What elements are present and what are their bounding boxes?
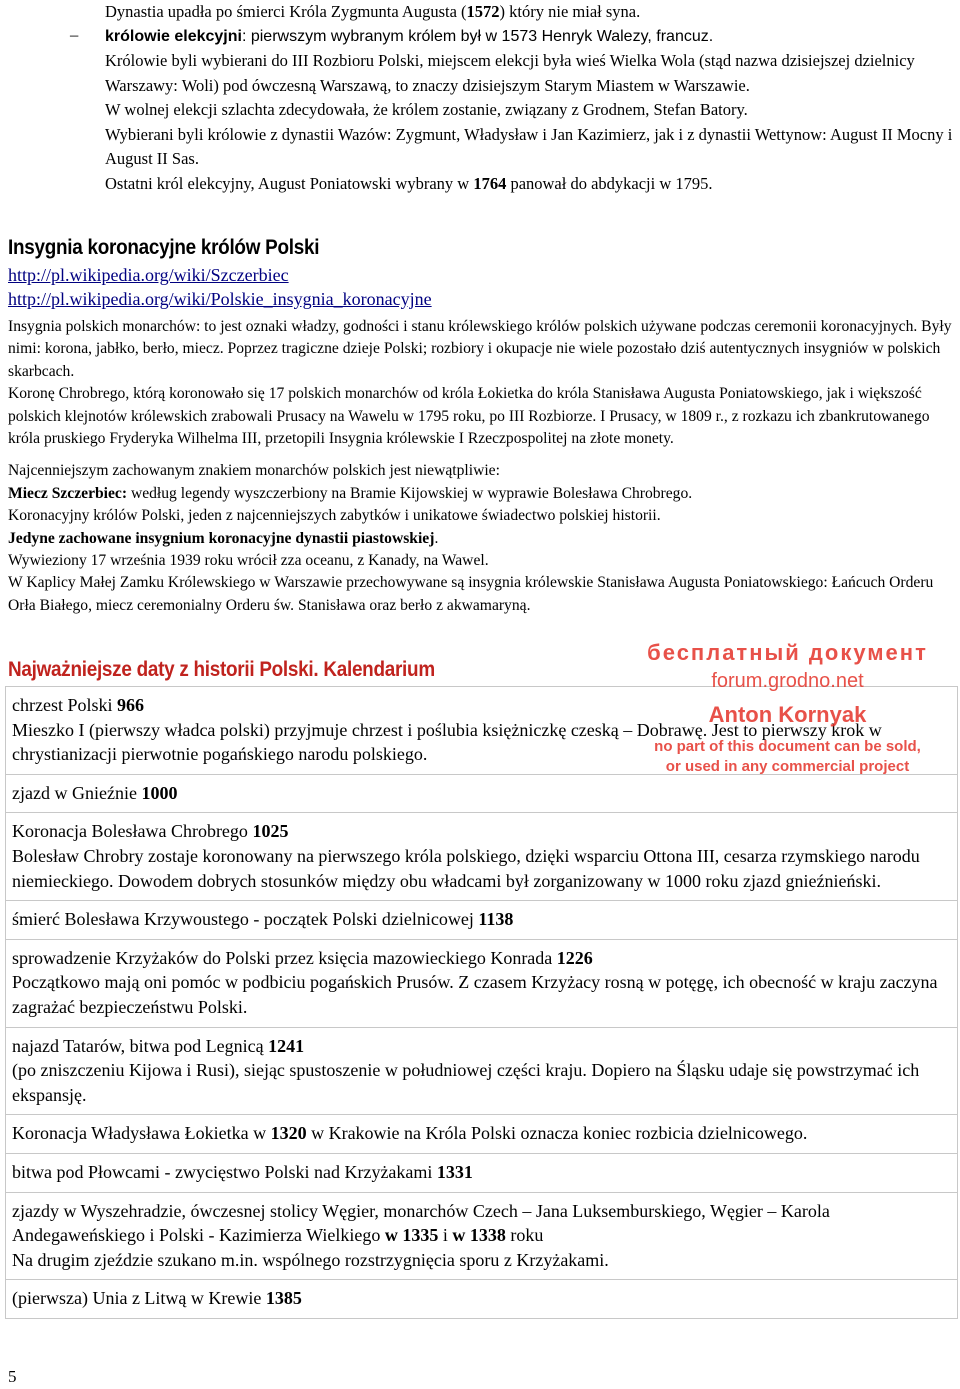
calendar-cell: [6, 1027, 958, 1115]
watermark-line-1: бесплатный документ: [647, 640, 928, 665]
calendar-row: [6, 1280, 958, 1319]
calendar-line: chrzest Polski 966: [12, 695, 144, 715]
paragraph-insygnia-6: Jedyne zachowane insygnium koronacyjne dynastii piastowskiej.: [8, 529, 439, 547]
paragraph-insygnia-1: Insygnia polskich monarchów: to jest oznaki władzy, godności i stanu królewskiego królów polskich używane podczas ceremonii koronacyjnych. Były nimi: korona, jabłko, berło, miecz. Poprzez tragiczne dzieje Polski; rozbiory i okupacje nie wiele pozostało dziś autentycznych insygniów w polskich skarbcach.: [8, 318, 952, 380]
paragraph-insygnia-5: Koronacyjny królów Polski, jeden z najcenniejszych zabytków i unikatowe świadectwo polskiej historii.: [8, 507, 661, 525]
calendar-row: [6, 901, 958, 940]
calendar-cell: [6, 1153, 958, 1192]
calendar-row: [6, 939, 958, 1027]
calendar-cell: [6, 813, 958, 901]
calendar-cell: [6, 901, 958, 940]
calendar-cell: [6, 1192, 958, 1280]
paragraph-insygnia-8: W Kaplicy Małej Zamku Królewskiego w Warszawie przechowywane są insygnia królewskie Stanisława Augusta Poniatowskiego: Łańcuch Orderu Orła Białego, miecz ceremonialny Orderu św. Stanisława oraz berło z akwamaryną.: [8, 574, 934, 614]
calendar-cell: [6, 774, 958, 813]
calendar-row: [6, 687, 958, 775]
calendar-line: Początkowo mają oni pomóc w podbiciu pogańskich Prusów. Z czasem Krzyżacy rosną w potęgę, ich obecność w kraju zaczyna zagrażać bezpieczeństwu Polski.: [12, 972, 938, 1017]
calendar-line: zjazd w Gnieźnie 1000: [12, 782, 178, 803]
paragraph-last-king: Ostatni król elekcyjny, August Poniatowski wybrany w 1764 panował do abdykacji w 1795.: [105, 173, 713, 193]
calendar-row: [6, 1027, 958, 1115]
top-line-2: królowie elekcyjni: pierwszym wybranym królem był w 1573 Henryk Walezy, francuz.: [105, 28, 714, 45]
calendar-row: [6, 1192, 958, 1280]
calendar-line: Koronacja Bolesława Chrobrego 1025: [12, 821, 289, 842]
calendar-line: Koronacja Władysława Łokietka w 1320 w Krakowie na Króla Polski oznacza koniec rozbicia dzielnicowego.: [12, 1123, 808, 1144]
paragraph-insygnia-3: Najcenniejszym zachowanym znakiem monarchów polskich jest niewątpliwie:: [8, 462, 500, 480]
calendar-row: [6, 774, 958, 813]
top-paragraphs: [105, 49, 955, 197]
calendar-line: Bolesław Chrobry zostaje koronowany na pierwszego króla polskiego, dzięki wsparciu Ottona III, cesarza rzymskiego narodu niemieckiego. Dowodem dobrych stosunków między obu władcami był zorganizowany w 1000 roku zjazd gnieźnieński.: [12, 845, 920, 891]
calendar-cell: [6, 1280, 958, 1319]
calendar-line: najazd Tatarów, bitwa pod Legnicą 1241: [12, 1035, 305, 1056]
watermark-line-3: Anton Kornyak: [708, 702, 867, 727]
calendar-line: Mieszko I (pierwszy władca polski) przyjmuje chrzest i poślubia księżniczkę czeską – Dobrawę. Jest to pierwszy krok w chrystianizacji pierwotnie pogańskiego narodu polskiego.: [12, 719, 882, 765]
calendar-line: (po zniszczeniu Kijowa i Rusi), siejąc spustoszenie w południowej części kraju. Dopiero na Śląsku udaje się powstrzymać ich ekspansję.: [12, 1060, 920, 1105]
paragraph-dynasties: Wybierani byli królowie z dynastii Wazów: Zygmunt, Władysław i Jan Kazimierz, jak i z dynastii Wettynow: August II Mocny i August II Sas.: [105, 124, 953, 169]
link-szczerbiec[interactable]: http://pl.wikipedia.org/wiki/Szczerbiec: [8, 265, 289, 285]
calendar-line: zjazdy w Wyszehradzie, ówczesnej stolicy Węgier, monarchów Czech – Jana Luksemburskiego, Węgier – Karola Andegaweńskiego i Polski - Kazimierza Wielkiego w 1335 i w 1338 roku: [12, 1200, 830, 1246]
paragraph-insygnia-4: Miecz Szczerbiec: według legendy wyszczerbiony na Bramie Kijowskiej w wyprawie Bolesława Chrobrego.: [8, 484, 693, 502]
paragraph-insygnia-7: Wywieziony 17 września 1939 roku wrócił zza oceanu, z Kanady, na Wawel.: [8, 552, 489, 570]
calendar-cell: [6, 687, 958, 775]
watermark-line-2: forum.grodno.net: [711, 670, 864, 692]
heading-insygnia: Insygnia koronacyjne królów Polski: [8, 236, 320, 259]
heading-kalendarium: Najważniejsze daty z historii Polski. Kalendarium: [8, 658, 435, 681]
paragraph-elections: Królowie byli wybierani do III Rozbioru Polski, miejscem elekcji była wieś Wielka Wola (stąd nazwa dzisiejszej dzielnicy Warszawy: Woli) pod ówczesną Warszawą, to znaczy dzisiejszym Starym Miastem w Warszawie.: [105, 51, 915, 95]
link-list: [8, 263, 432, 311]
paragraph-batory: W wolnej elekcji szlachta zdecydowała, że królem zostanie, związany z Grodnem, Stefan Batory.: [105, 100, 748, 120]
calendar-line: Na drugim zjeździe szukano m.in. wspólnego rozstrzygnięcia sporu z Krzyżakami.: [12, 1249, 609, 1270]
dash-bullet: –: [70, 25, 79, 44]
paragraph-insygnia-2: Koronę Chrobrego, którą koronowało się 17 polskich monarchów od króla Łokietka do króla Stanisława Augusta Poniatowskiego, jak i większość polskich klejnotów królewskich zrabowali Prusacy na Wawelu w 1795 roku, po III Rozbiorze. I Prusacy, w 1809 r., z rozkazu ich zbankrutowanego króla pruskiego Fryderyka Wilhelma III, przetopili Insygnia królewskie I Rzeczpospolitej na złote monety.: [8, 385, 930, 448]
watermark-line-5: or used in any commercial project: [665, 758, 910, 775]
insygnia-text: [8, 316, 958, 617]
calendar-row: [6, 1115, 958, 1154]
top-line-1: Dynastia upadła po śmierci Króla Zygmunta Augusta (1572) który nie miał syna.: [105, 2, 641, 21]
calendar-row: [6, 1153, 958, 1192]
watermark-line-4: no part of this document can be sold,: [654, 738, 921, 755]
calendar-table: [5, 686, 958, 1319]
page-number: 5: [8, 1367, 17, 1386]
calendar-line: sprowadzenie Krzyżaków do Polski przez księcia mazowieckiego Konrada 1226: [12, 947, 593, 968]
calendar-row: [6, 813, 958, 901]
calendar-line: bitwa pod Płowcami - zwycięstwo Polski nad Krzyżakami 1331: [12, 1161, 473, 1182]
calendar-line: śmierć Bolesława Krzywoustego - początek Polski dzielnicowej 1138: [12, 909, 514, 930]
calendar-cell: [6, 1115, 958, 1154]
calendar-cell: [6, 939, 958, 1027]
calendar-line: (pierwsza) Unia z Litwą w Krewie 1385: [12, 1288, 302, 1309]
link-insygnia[interactable]: http://pl.wikipedia.org/wiki/Polskie_insygnia_koronacyjne: [8, 289, 432, 309]
